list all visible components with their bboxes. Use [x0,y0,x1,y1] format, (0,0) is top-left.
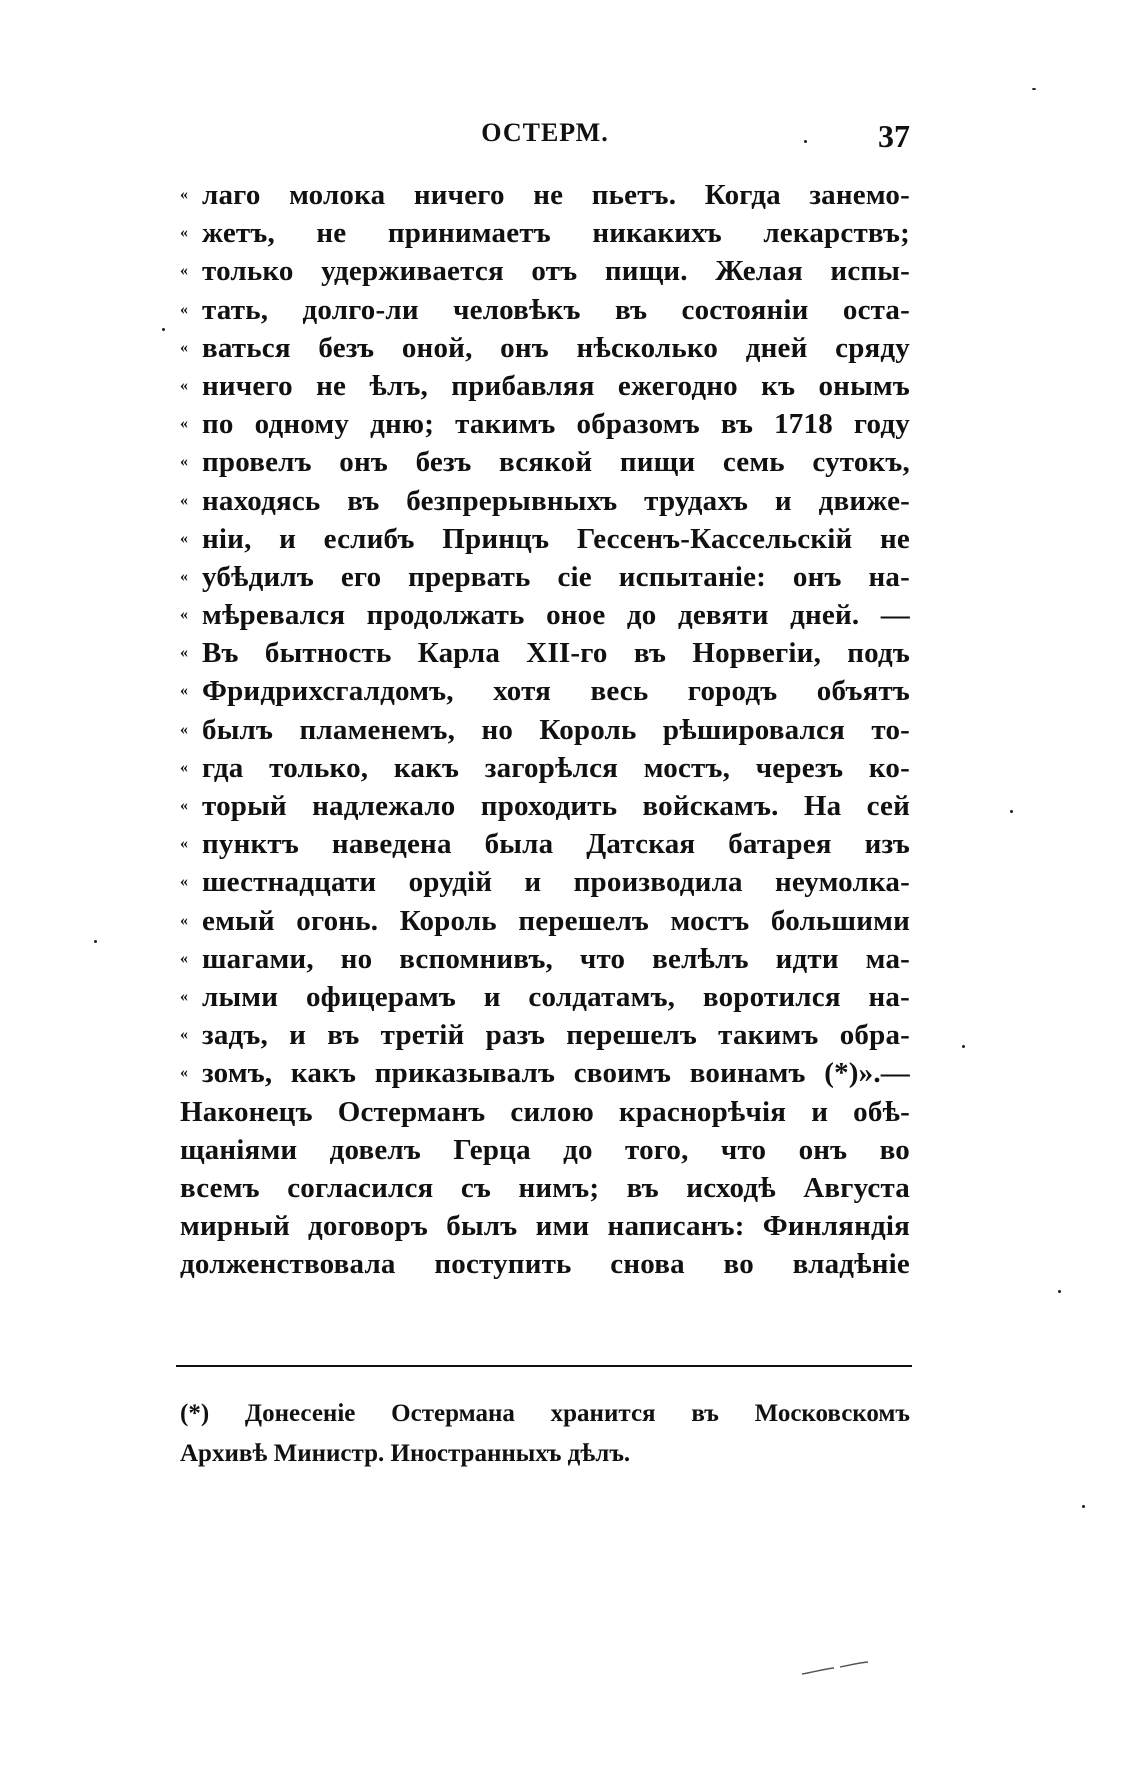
scan-speck [962,1045,965,1048]
quote-mark: « [180,224,189,242]
quote-mark: « [180,911,189,929]
line-text: находясь въ безпрерывныхъ трудахъ и движе- [202,484,910,517]
page-number: 37 [878,118,910,154]
line-text: мирный договоръ былъ ими написанъ: Финляндія [180,1210,910,1243]
running-head: ОСТЕРМ. [481,118,609,147]
text-line [180,978,910,1016]
text-line [180,1054,910,1092]
line-text: тать, долго-ли человѣкъ въ состояніи оста- [202,293,910,326]
footnote [180,1394,910,1474]
line-text: пунктъ наведена была Датская батарея изъ [202,828,910,861]
text-line [180,902,910,940]
text-line [180,1093,910,1131]
line-text: шестнадцати орудій и производила неумолка- [202,866,910,899]
line-text: по одному дню; такимъ образомъ въ 1718 году [202,408,910,441]
text-line [180,176,910,214]
text-line [180,1207,910,1245]
text-line [180,749,910,787]
line-text: былъ пламенемъ, но Король рѣшировался то- [202,713,910,746]
text-line [180,1169,910,1207]
quote-mark: « [180,606,189,624]
text-line [180,863,910,901]
body-text [180,176,910,1283]
quote-mark: « [180,682,189,700]
line-text: провелъ онъ безъ всякой пищи семь сутокъ, [202,446,910,479]
quote-mark: « [180,300,189,318]
quote-mark: « [180,376,189,394]
text-line [180,940,910,978]
text-line [180,1245,910,1283]
line-text: Фридрихсгалдомъ, хотя весь городъ объятъ [202,675,910,708]
line-text: лаго молока ничего не пьетъ. Когда занемо- [202,179,910,211]
line-text: только удерживается отъ пищи. Желая испы- [202,255,910,288]
scan-speck [1058,1290,1061,1293]
quote-mark: « [180,1064,189,1082]
quote-mark: « [180,453,189,471]
footnote-rule [176,1365,912,1367]
scan-speck [94,940,97,943]
page-header [180,118,910,158]
text-line [180,1016,910,1054]
line-text: гда только, какъ загорѣлся мостъ, черезъ ко- [202,751,910,784]
quote-mark: « [180,186,189,203]
footnote-line: (*) Донесеніе Остермана хранится въ Московскомъ [180,1400,910,1427]
line-text: лыми офицерамъ и солдатамъ, воротился на- [202,980,910,1013]
text-line [180,482,910,520]
text-line [180,711,910,749]
line-text: мѣревался продолжать оное до девяти дней. — [202,599,910,632]
text-line [180,596,910,634]
quote-mark: « [180,491,189,509]
scan-speck [804,140,807,143]
line-text: долженствовала поступить снова во владѣніе [180,1248,910,1281]
quote-mark: « [180,415,189,433]
text-line [180,672,910,710]
line-text: Наконецъ Остерманъ силою краснорѣчія и обѣ- [180,1095,910,1128]
line-text: шагами, но вспомнивъ, что велѣлъ идти ма- [202,942,910,975]
text-line [180,405,910,443]
line-text: щаніями довелъ Герца до того, что онъ во [180,1133,910,1166]
quote-mark: « [180,758,189,776]
pencil-mark [800,1660,870,1680]
quote-mark: « [180,338,189,356]
line-text: ніи, и еслибъ Принцъ Гессенъ-Кассельскій не [202,522,910,555]
quote-mark: « [180,797,189,814]
text-line [180,367,910,405]
line-text: ваться безъ оной, онъ нѣсколько дней сряду [202,331,910,364]
quote-mark: « [180,262,189,280]
text-line [180,214,910,252]
scan-speck [1032,88,1036,90]
line-text: убѣдилъ его прервать сіе испытаніе: онъ на- [202,560,910,593]
scan-speck [1010,810,1013,813]
line-text: всемъ согласился съ нимъ; въ исходѣ Августа [180,1171,910,1204]
quote-mark: « [180,644,189,662]
quote-mark: « [180,567,189,585]
line-text: емый огонь. Король перешелъ мостъ большими [202,904,910,937]
line-text: зомъ, какъ приказывалъ своимъ воинамъ (*)».— [202,1057,910,1090]
text-line [180,443,910,481]
text-line [180,252,910,290]
text-line [180,558,910,596]
scan-speck [1082,1505,1085,1508]
text-line [180,291,910,329]
text-line [180,329,910,367]
scan-speck [162,328,165,331]
quote-mark: « [180,873,189,891]
quote-mark: « [180,720,189,738]
quote-mark: « [180,529,189,547]
line-text: задъ, и въ третій разъ перешелъ такимъ обра- [202,1019,910,1052]
line-text: Въ бытность Карла XII-го въ Норвегіи, подъ [202,637,910,670]
line-text: жетъ, не принимаетъ никакихъ лекарствъ; [202,217,910,250]
text-line [180,520,910,558]
text-line [180,825,910,863]
text-line [180,787,910,825]
text-line [180,1131,910,1169]
text-line [180,634,910,672]
quote-mark: « [180,949,189,967]
line-text: ничего не ѣлъ, прибавляя ежегодно къ онымъ [202,369,910,402]
quote-mark: « [180,1026,189,1044]
quote-mark: « [180,987,189,1005]
footnote-line: Архивѣ Министр. Иностранныхъ дѣлъ. [180,1440,631,1467]
quote-mark: « [180,835,189,853]
line-text: торый надлежало проходить войскамъ. На сей [202,790,910,822]
